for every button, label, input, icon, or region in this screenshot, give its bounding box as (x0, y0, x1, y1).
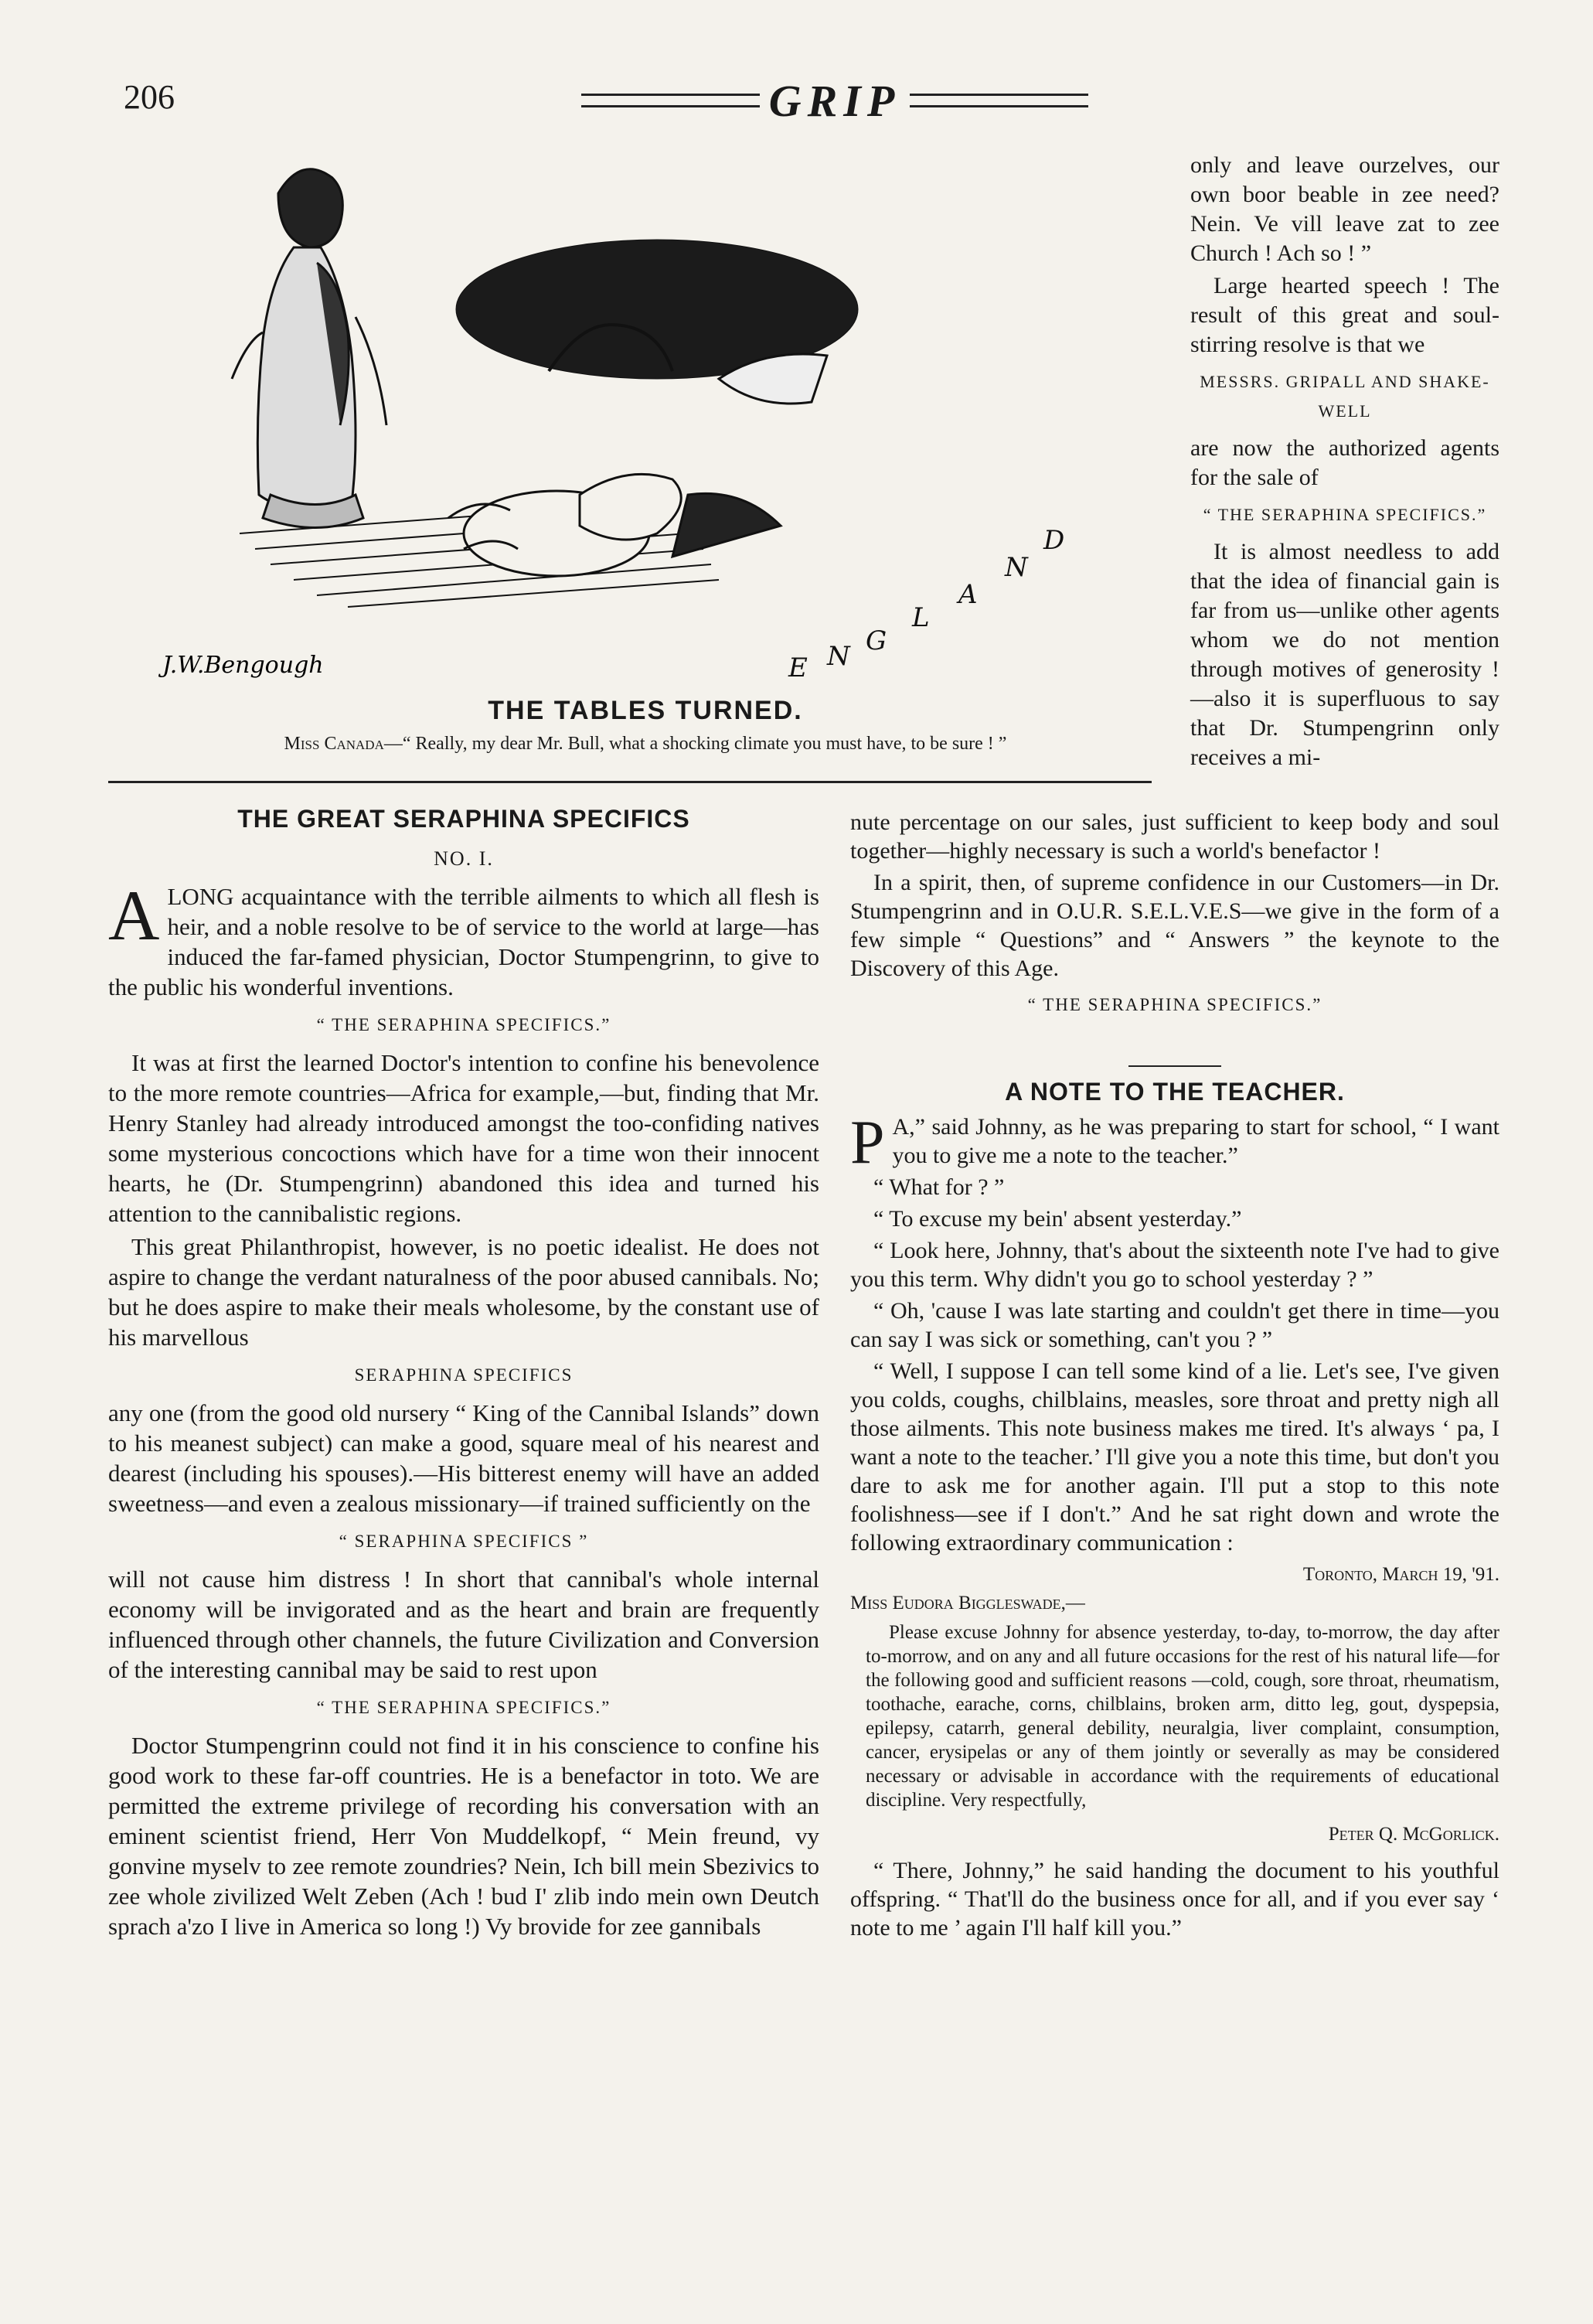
specifics-heading: “ THE SERAPHINA SPECIFICS.” (316, 1698, 611, 1717)
dialogue-line: “ Oh, 'cause I was late starting and couldn't get there in time—you can say I was sick or something, can't you ? ” (850, 1298, 1499, 1352)
right-top-para: It is almost needless to add that the idea of financial gain is far from us—unlike other agents whom we do not mention through motives of generosity !—also it is superfluous to say that Dr. Stumpengrinn only receives a mi- (1190, 539, 1499, 770)
letter-dateline: Toronto, March 19, '91. (1302, 1564, 1499, 1585)
article-heading: THE GREAT SERAPHINA SPECIFICS (237, 805, 690, 833)
letter-signature: Peter Q. McGorlick. (1328, 1824, 1499, 1845)
masthead-title: GRIP (768, 75, 901, 126)
dialogue-line: “ Look here, Johnny, that's about the sixteenth note I've had to give you this term. Why didn't you go to school yesterday ? ” (850, 1238, 1499, 1292)
article-para: nute percentage on our sales, just sufficient to keep body and soul together—highly necessary is such a world's benefactor ! (850, 809, 1499, 864)
cartoon-illustration (116, 131, 1152, 696)
article-para: In a spirit, then, of supreme confidence in our Customers—in Dr. Stumpengrinn and in O.U.R. S.E.L.V.E.S—we give in the form of a few simple “ Questions” and “ Answers ” the keynote to the Discovery of this Age. (850, 870, 1499, 981)
label-letter: G (866, 625, 887, 656)
drop-cap: A (108, 876, 160, 955)
dialogue-line: “ To excuse my bein' absent yesterday.” (873, 1206, 1242, 1232)
specifics-heading: “ THE SERAPHINA SPECIFICS.” (316, 1015, 611, 1034)
left-column (108, 804, 819, 1944)
right-top-para: only and leave ourzelves, our own boor beable in zee need? Nein. Ve vill leave zat to zee Church ! Ach so ! ” (1190, 152, 1499, 266)
letter-text: Please excuse Johnny for absence yesterday, to-day, to-morrow, the day after to-morrow, and on any and all future occasions for the rest of his natural life—for the following good and sufficient reasons —cold, cough, sore throat, rheumatism, toothache, earache, corns, chilblains, broken arm, ditto leg, gout, dyspepsia, epilepsy, catarrh, general debility, neuralgia, liver complaint, consumption, cancer, erysipelas or any of them jointly or severally as may be considered necessary or advisable in accordance with the requirements of educational discipline. Very respectfully, (866, 1622, 1499, 1811)
cartoon-caption-line (93, 734, 1198, 755)
caption-rule (108, 781, 1152, 783)
john-bull-figure (448, 474, 781, 576)
article-para: “ There, Johnny,” he said handing the document to his youthful offspring. “ That'll do the business once for all, and if you ever say ‘ note to me ’ again I'll half kill you.” (850, 1858, 1499, 1941)
letter-body (866, 1620, 1499, 1812)
page-number: 206 (124, 78, 175, 116)
specifics-heading: SERAPHINA SPECIFICS (354, 1365, 574, 1385)
caption-speaker: Miss Canada (284, 734, 384, 754)
masthead-rule-left (581, 94, 760, 107)
article-para: will not cause him distress ! In short that cannibal's whole internal economy will be invigorated and as the heart and brain are frequently influenced through other channels, the future Civilization and Conversion of the interesting cannibal may be said to rest upon (108, 1566, 819, 1683)
label-letter: A (958, 579, 978, 610)
article-number: NO. I. (434, 847, 494, 870)
label-letter: E (788, 653, 808, 683)
drop-cap: P (850, 1109, 885, 1177)
masthead (572, 73, 1098, 128)
masthead-rule-right (910, 94, 1088, 107)
messrs-heading: MESSRS. GRIPALL AND SHAKE-WELL (1200, 372, 1490, 421)
specifics-heading: “ THE SERAPHINA SPECIFICS.” (1027, 995, 1322, 1014)
section-rule (1128, 1065, 1221, 1067)
article-para: ALONG acquaintance with the terrible ailments to which all flesh is heir, and a noble resolve to be of service to the world at large—has induced the far-famed physician, Doctor Stumpengrinn, to give to the public his wonderful inventions. (108, 876, 819, 1000)
miss-canada-figure (232, 169, 386, 528)
article-para: any one (from the good old nursery “ King of the Cannibal Islands” down to his meanest subject) can make a good, square meal of his nearest and dearest (including his spouses).—His bitterest enemy will have an added sweetness—and even a zealous missionary—if trained sufficiently on the (108, 1399, 819, 1517)
england-lettering (788, 525, 1064, 683)
article-para: Doctor Stumpengrinn could not find it in his conscience to confine his good work to these far-off countries. He is a benefactor in toto. We are permitted the extreme privilege of recording his conversation with an eminent scientist friend, Herr Von Muddelkopf, “ Mein freund, vy gonvine myselv to zee remote zoundries? Nein, Ich bill mein Sbezivics to zee whole zivilized Welt Zeben (Ach ! bud I' zlib indo mein own Deutch sprach a'zo I live in America so long !) Vy brovide for zee gannibals (108, 1732, 819, 1940)
dialogue-line: “ Well, I suppose I can tell some kind of a lie. Let's see, I've given you colds, coughs, chilblains, measles, sore throat and pretty nigh all those ailments. This note business makes me tired. It's always ‘ pa, I want a note to the teacher.’ I'll give you a note this time, but don't you dare to ask me for another again. I'll put a stop to this note foolishness—see if I don't.” And he sat right down and wrote the following extraordinary communication : (850, 1358, 1499, 1556)
artist-signature: J.W.Bengough (162, 652, 324, 679)
right-top-para: are now the authorized agents for the sale of (1190, 435, 1499, 490)
label-letter: N (827, 641, 850, 672)
label-letter: N (1005, 552, 1028, 583)
letter-salutation: Miss Eudora Biggleswade,— (850, 1593, 1085, 1614)
right-top-para: Large hearted speech ! The result of this great and soul-stirring resolve is that we (1190, 273, 1499, 357)
label-letter: D (1043, 525, 1065, 556)
article-heading: A NOTE TO THE TEACHER. (1005, 1078, 1345, 1106)
right-column (850, 808, 1499, 1945)
caption-text: —“ Really, my dear Mr. Bull, what a shocking climate you must have, to be sure ! ” (383, 734, 1007, 754)
label-letter: L (912, 602, 930, 633)
specifics-heading: “ THE SERAPHINA SPECIFICS.” (1203, 505, 1487, 524)
tree-and-bush (456, 240, 858, 404)
cartoon-caption (93, 696, 1198, 755)
cartoon-title: THE TABLES TURNED. (488, 696, 803, 725)
article-para: This great Philanthropist, however, is no poetic idealist. He does not aspire to change the verdant naturalness of the poor abused cannibals. No; but he does aspire to make their meals wholesome, by the constant use of his marvellous (108, 1233, 819, 1351)
right-column-top (1190, 151, 1499, 775)
article-para: It was at first the learned Doctor's intention to confine his benevolence to the more remote countries—Africa for example,—but, finding that Mr. Henry Stanley had already introduced amongst the too-confiding natives some mysterious concoctions which have for a time won their innocent hearts, he (Dr. Stumpengrinn) abandoned this idea and turned his attention to the cannibalistic regions. (108, 1049, 819, 1227)
article-para: P A,” said Johnny, as he was preparing to start for school, “ I want you to give me a note to the teacher.” (850, 1109, 1499, 1177)
specifics-heading: “ SERAPHINA SPECIFICS ” (339, 1532, 589, 1551)
dialogue-line: “ What for ? ” (873, 1174, 1005, 1200)
